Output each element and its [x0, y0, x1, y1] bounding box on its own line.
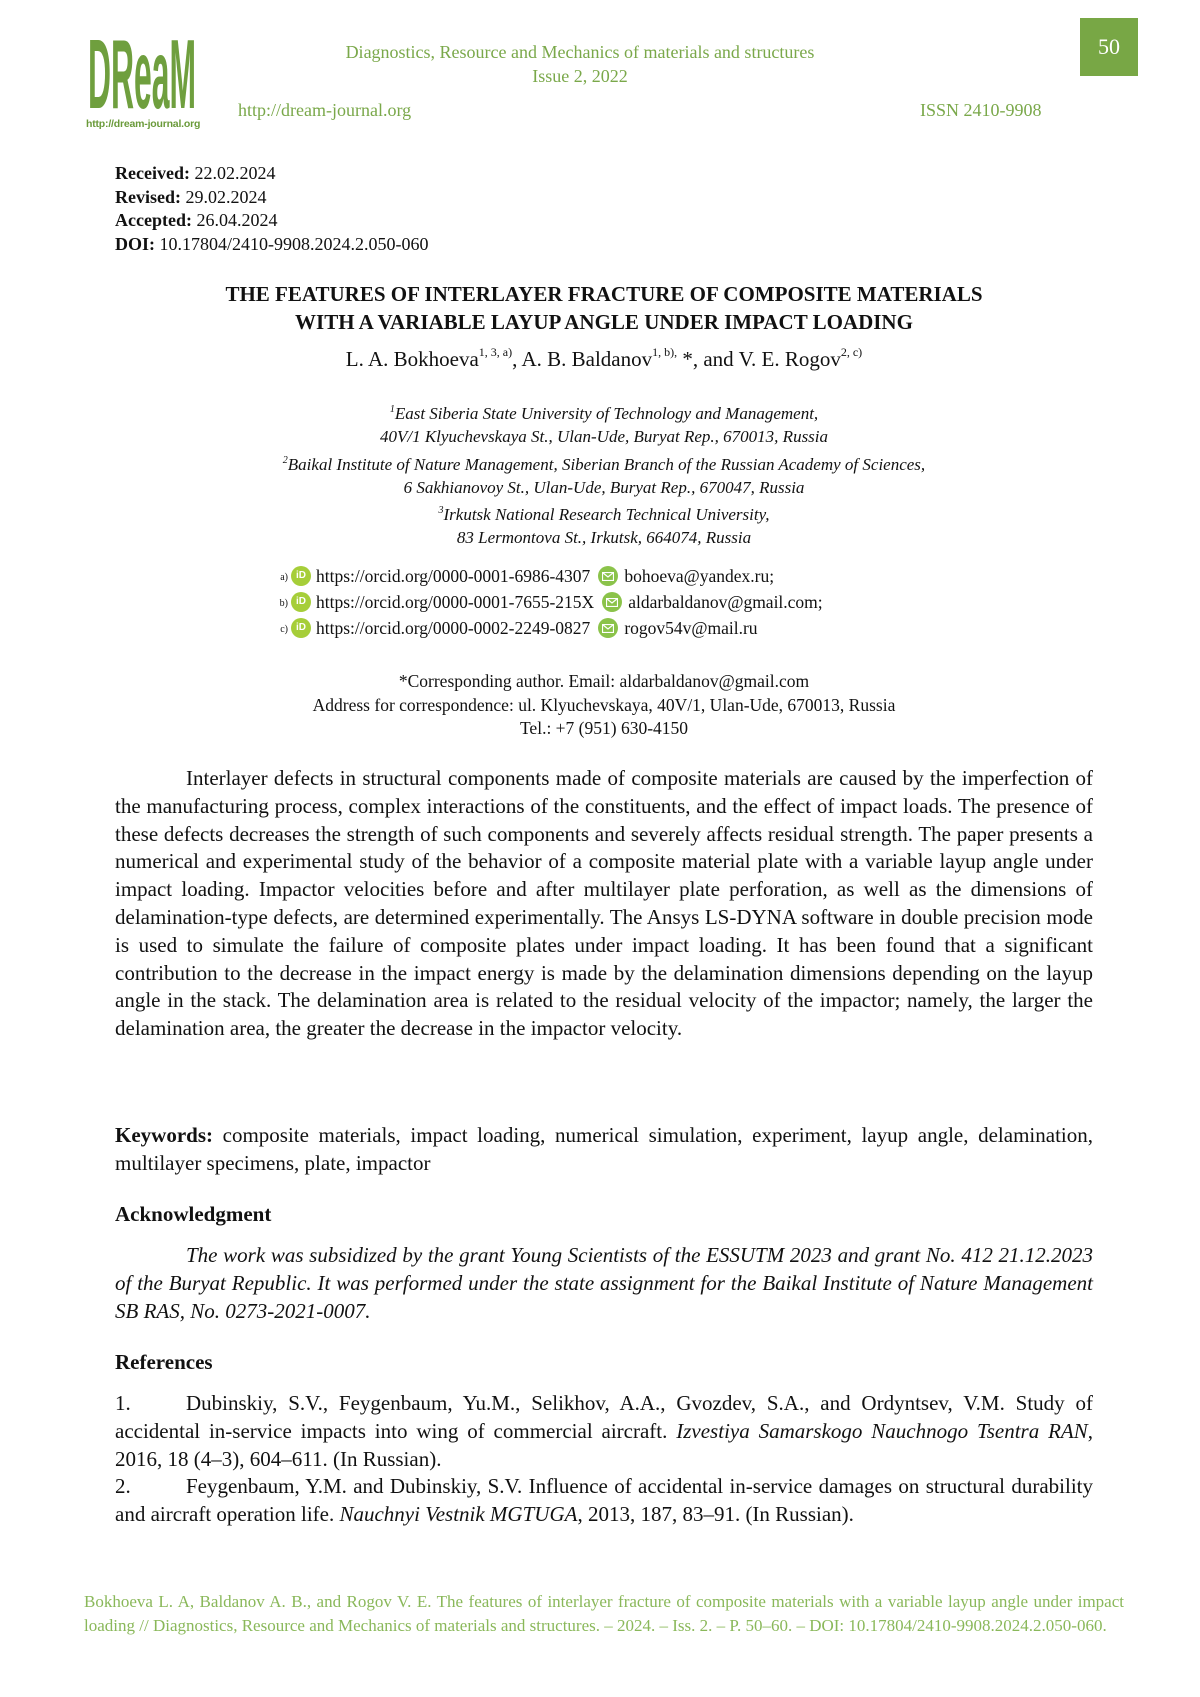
revised-line: Revised: 29.02.2024 [115, 186, 267, 207]
orcid-icon: iD [291, 618, 311, 638]
abstract: Interlayer defects in structural components made of composite materials are caused by the imperfection of the manufacturing process, complex interactions of the constituents, and the effect of impact loads. The presence of these defects decreases the strength of such components and severely affects residual strength. The paper presents a numerical and experimental study of the behavior of a composite material plate with a variable layup angle under impact loading. Impactor velocities before and after multilayer plate perforation, as well as the dimensions of delamination-type defects, are determined experimentally. The Ansys LS-DYNA software in double precision mode is used to simulate the failure of composite plates under impact loading. It has been found that a significant contribution to the decrease in the impact energy is made by the delamination dimensions depending on the layup angle in the stack. The delamination area is related to the residual velocity of the impactor; namely, the larger the delamination area, the greater the decrease in the impactor velocity. [115, 766, 1093, 1041]
email-icon [602, 592, 622, 612]
author-contacts [270, 563, 823, 641]
citation-footer: Bokhoeva L. A, Baldanov A. B., and Rogov V. E. The features of interlayer fracture of composite materials with a variable layup angle under impact loading // Diagnostics, Resource and Mechanics of materials and structures. – 2024. – Iss. 2. – P. 50–60. – DOI: 10.17804/2410-9908.2024.2.050-060. [84, 1592, 1124, 1635]
reference-item: 2. Feygenbaum, Y.M. and Dubinskiy, S.V. Influence of accidental in-service damages on structural durability and aircraft operation life. Nauchnyi Vestnik MGTUGA, 2013, 187, 83–91. (In Russian). [115, 1474, 1093, 1527]
email-icon [598, 618, 618, 638]
orcid-link[interactable]: https://orcid.org/0000-0002-2249-0827 [316, 618, 591, 638]
author-list: L. A. Bokhoeva$^{1, 3, a)}$, A. B. Baldanov$^{1, b),}$ *, and V. E. Rogov$^{2, c)}$ [345, 345, 863, 371]
keywords-text: composite materials, impact loading, numerical simulation, experiment, layup angle, delamination, multilayer specimens, plate, impactor [115, 1123, 1093, 1175]
correspondence-address: Address for correspondence: ul. Klyuchevskaya, 40V/1, Ulan-Ude, 670013, Russia [312, 694, 896, 715]
affiliations [115, 398, 1093, 550]
logo-text: DReaM [88, 19, 196, 116]
journal-url-link[interactable]: http://dream-journal.org [238, 100, 412, 120]
references-heading: References [115, 1350, 213, 1374]
email-link[interactable]: aldarbaldanov@gmail.com; [628, 592, 823, 612]
article-title: THE FEATURES OF INTERLAYER FRACTURE OF COMPOSITE MATERIALS WITH A VARIABLE LAYUP ANGLE UNDER IMPACT LOADING [225, 282, 983, 334]
doi-line: DOI: 10.17804/2410-9908.2024.2.050-060 [115, 233, 429, 254]
accepted-line: Accepted: 26.04.2024 [115, 210, 278, 230]
journal-logo [86, 16, 201, 130]
corresponding-author: *Corresponding author. Email: aldarbaldanov@gmail.com [398, 671, 810, 691]
contact-row: b) iD https://orcid.org/0000-0001-7655-215X aldarbaldanov@gmail.com; [270, 589, 823, 615]
affiliation-line: $^3$Irkutsk National Research Technical University, [438, 505, 770, 525]
affiliation-line: 6 Sakhianovoy St., Ulan-Ude, Buryat Rep., 670047, Russia [403, 477, 805, 497]
article-dates [115, 162, 429, 256]
orcid-link[interactable]: https://orcid.org/0000-0001-6986-4307 [316, 566, 591, 586]
author-name: A. B. Baldanov [521, 347, 653, 371]
contact-row: a) iD https://orcid.org/0000-0001-6986-4307 bohoeva@yandex.ru; [270, 563, 823, 589]
doi-link[interactable]: 10.17804/2410-9908.2024.2.050-060 [159, 233, 429, 254]
correspondence-phone: Tel.: +7 (951) 630-4150 [519, 718, 689, 738]
received-line: Received: 22.02.2024 [115, 163, 276, 183]
contact-row: c) iD https://orcid.org/0000-0002-2249-0827 rogov54v@mail.ru [270, 615, 823, 641]
orcid-icon: iD [291, 566, 311, 586]
affiliation-line: 40V/1 Klyuchevskaya St., Ulan-Ude, Buryat Rep., 670013, Russia [379, 427, 829, 447]
author-name: L. A. Bokhoeva [345, 347, 479, 371]
keywords [115, 1122, 1093, 1178]
affiliation-line: $^2$Baikal Institute of Nature Management, Siberian Branch of the Russian Academy of Sciences, [282, 454, 926, 474]
keywords-label: Keywords: [115, 1123, 213, 1147]
journal-name: Diagnostics, Resource and Mechanics of materials and structures [345, 42, 815, 62]
correspondence [115, 670, 1093, 741]
acknowledgment-text: The work was subsidized by the grant Young Scientists of the ESSUTM 2023 and grant No. 412 21.12.2023 of the Buryat Republic. It was performed under the state assignment for the Baikal Institute of Nature Management SB RAS, No. 0273-2021-0007. [115, 1243, 1093, 1323]
journal-title [300, 40, 860, 88]
email-link[interactable]: rogov54v@mail.ru [624, 618, 758, 638]
page-number: 50 [1080, 18, 1138, 76]
acknowledgment-heading: Acknowledgment [115, 1202, 272, 1226]
reference-list [115, 1390, 1093, 1529]
author-name: V. E. Rogov [738, 347, 841, 371]
logo-url[interactable]: http://dream-journal.org [86, 118, 201, 130]
email-icon [598, 566, 618, 586]
affiliation-line: 83 Lermontova St., Irkutsk, 664074, Russia [456, 528, 752, 548]
orcid-icon: iD [291, 592, 311, 612]
orcid-link[interactable]: https://orcid.org/0000-0001-7655-215X [316, 592, 595, 612]
issn: ISSN 2410-9908 [920, 100, 1042, 120]
email-link[interactable]: bohoeva@yandex.ru; [624, 566, 775, 586]
reference-item: 1. Dubinskiy, S.V., Feygenbaum, Yu.M., Selikhov, A.A., Gvozdev, S.A., and Ordyntsev, V.M. Study of accidental in-service impacts into wing of commercial aircraft. Izvestiya Samarskogo Nauchnogo Tsentra RAN, 2016, 18 (4–3), 604–611. (In Russian). [115, 1391, 1093, 1471]
journal-issue: Issue 2, 2022 [532, 66, 628, 86]
dream-logo-icon [86, 16, 198, 116]
affiliation-line: $^1$East Siberia State University of Technology and Management, [389, 404, 819, 423]
